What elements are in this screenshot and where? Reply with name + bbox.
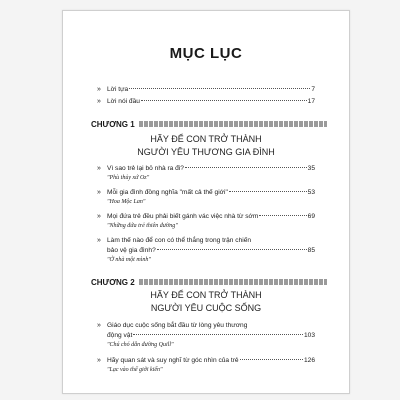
chapter-2-header	[91, 277, 327, 287]
bullet-icon: »	[97, 165, 101, 172]
toc-entry[interactable]: » Mỗi gia đình đồng nghĩa "mất cả thế giới" 53 "Hoa Mộc Lan"	[97, 189, 315, 205]
book-page	[62, 10, 350, 394]
bullet-icon: »	[97, 213, 101, 220]
toc-entry[interactable]: » Làm thế nào để con có thể thắng trong trận chiến bảo vệ gia đình? 85 "Ở nhà một mình"	[97, 237, 315, 263]
chapter-divider	[139, 121, 327, 127]
page-number: 85	[307, 247, 315, 254]
bullet-icon: »	[97, 237, 101, 244]
page-number: 69	[307, 213, 315, 220]
chapter-divider	[139, 279, 327, 285]
bullet-icon: »	[97, 322, 101, 329]
chapter-label: CHƯƠNG 1	[91, 119, 135, 129]
dot-leader	[133, 334, 303, 335]
toc-title: MỤC LỤC	[169, 45, 243, 62]
dot-leader	[141, 100, 307, 101]
dot-leader	[259, 215, 306, 216]
entry-subtitle: "Phù thủy xứ Oz"	[107, 175, 150, 181]
page-number: 17	[307, 98, 315, 105]
entry-subtitle: "Những đứa trẻ thiên đường"	[107, 223, 178, 229]
bullet-icon: »	[97, 86, 101, 93]
bullet-icon: »	[97, 189, 101, 196]
toc-entry-preface[interactable]: » Lời tựa 7	[97, 86, 315, 93]
toc-entry-introduction[interactable]: » Lời nói đầu 17	[97, 98, 315, 105]
bullet-icon: »	[97, 357, 101, 364]
entry-subtitle: "Ở nhà một mình"	[107, 257, 151, 263]
chapter-label: CHƯƠNG 2	[91, 277, 135, 287]
entry-subtitle: "Lạc vào thế giới kiến"	[107, 367, 163, 373]
bullet-icon: »	[97, 98, 101, 105]
dot-leader	[240, 359, 303, 360]
toc-entry[interactable]: » Mọi đứa trẻ đều phải biết gánh vác việc nhà từ sớm 69 "Những đứa trẻ thiên đường"	[97, 213, 315, 229]
entry-subtitle: "Hoa Mộc Lan"	[107, 199, 146, 205]
entry-subtitle: "Chú chó dẫn đường Quill"	[107, 342, 174, 348]
dot-leader	[229, 191, 307, 192]
dot-leader	[129, 88, 310, 89]
toc-entry[interactable]: » Giáo dục cuộc sống bắt đầu từ lòng yêu thương động vật 103 "Chú chó dẫn đường Quill"	[97, 322, 315, 348]
page-number: 53	[307, 189, 315, 196]
chapter-1-title: HÃY ĐỂ CON TRỞ THÀNH NGƯỜI YÊU THƯƠNG GIA ĐÌNH	[137, 134, 275, 157]
toc-entry[interactable]: » Hãy quan sát và suy nghĩ từ góc nhìn của trẻ 126 "Lạc vào thế giới kiến"	[97, 357, 315, 373]
page-number: 126	[303, 357, 315, 364]
dot-leader	[157, 249, 307, 250]
dot-leader	[185, 167, 307, 168]
page-number: 35	[307, 165, 315, 172]
chapter-2-title: HÃY ĐỂ CON TRỞ THÀNH NGƯỜI YÊU CUỘC SỐNG	[150, 290, 262, 313]
page-number: 7	[311, 86, 315, 93]
page-number: 103	[303, 332, 315, 339]
toc-entry[interactable]: » Vì sao trẻ lại bỏ nhà ra đi? 35 "Phù thủy xứ Oz"	[97, 165, 315, 181]
chapter-1-header	[91, 119, 327, 129]
